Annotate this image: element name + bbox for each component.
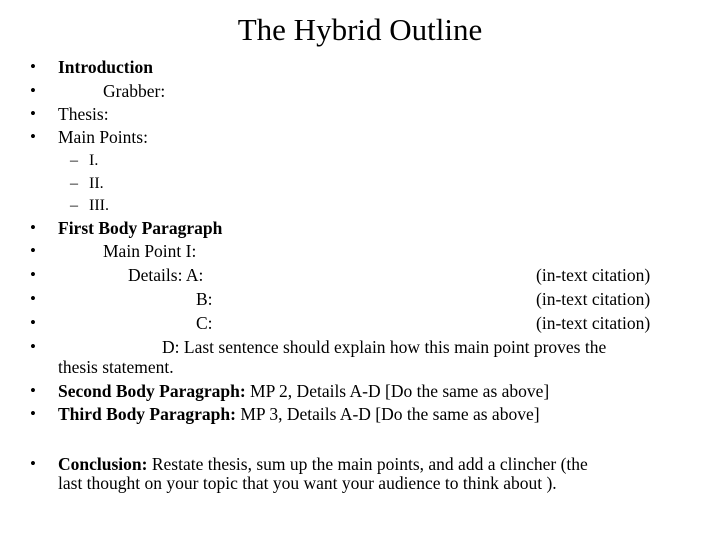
bullet: • [30, 127, 36, 146]
main-point-iii: III. [89, 197, 109, 214]
bullet: • [30, 404, 36, 423]
main-point-ii: II. [89, 175, 104, 192]
body2-heading: Second Body Paragraph: [58, 381, 246, 401]
bullet: • [30, 81, 36, 100]
details-a: Details: A: [128, 265, 204, 285]
body3-line [58, 404, 540, 424]
bullet: • [30, 381, 36, 400]
body3-heading: Third Body Paragraph: [58, 404, 236, 424]
main-points-label: Main Points: [58, 127, 148, 147]
dash: – [70, 197, 78, 214]
conclusion-continued: last thought on your topic that you want your audience to think about ). [58, 473, 557, 493]
bullet: • [30, 104, 36, 123]
body2-text: MP 2, Details A-D [Do the same as above] [245, 381, 550, 401]
main-point-label: Main Point I: [103, 241, 197, 261]
details-b: B: [196, 289, 213, 309]
body3-text: MP 3, Details A-D [Do the same as above] [235, 404, 540, 424]
bullet: • [30, 218, 36, 237]
bullet: • [30, 265, 36, 284]
intro-heading: Introduction [58, 57, 153, 77]
dash: – [70, 175, 78, 192]
bullet: • [30, 241, 36, 260]
main-point-i: I. [89, 152, 99, 169]
page-title: The Hybrid Outline [237, 12, 483, 47]
bullet: • [30, 313, 36, 332]
bullet: • [30, 454, 36, 473]
bullet: • [30, 337, 36, 356]
details-d: D: Last sentence should explain how this main point proves the [162, 337, 607, 357]
conclusion-heading: Conclusion: [58, 454, 148, 474]
conclusion-line [58, 454, 588, 474]
body2-line [58, 381, 549, 401]
details-d-continued: thesis statement. [58, 357, 174, 377]
details-c: C: [196, 313, 213, 333]
dash: – [70, 152, 78, 169]
bullet: • [30, 57, 36, 76]
citation-b: (in-text citation) [536, 289, 651, 309]
body1-heading: First Body Paragraph [58, 218, 223, 238]
citation-c: (in-text citation) [536, 313, 651, 333]
conclusion-text: Restate thesis, sum up the main points, and add a clincher (the [147, 454, 588, 474]
citation-a: (in-text citation) [536, 265, 651, 285]
bullet: • [30, 289, 36, 308]
thesis-label: Thesis: [58, 104, 109, 124]
grabber-label: Grabber: [103, 81, 166, 101]
